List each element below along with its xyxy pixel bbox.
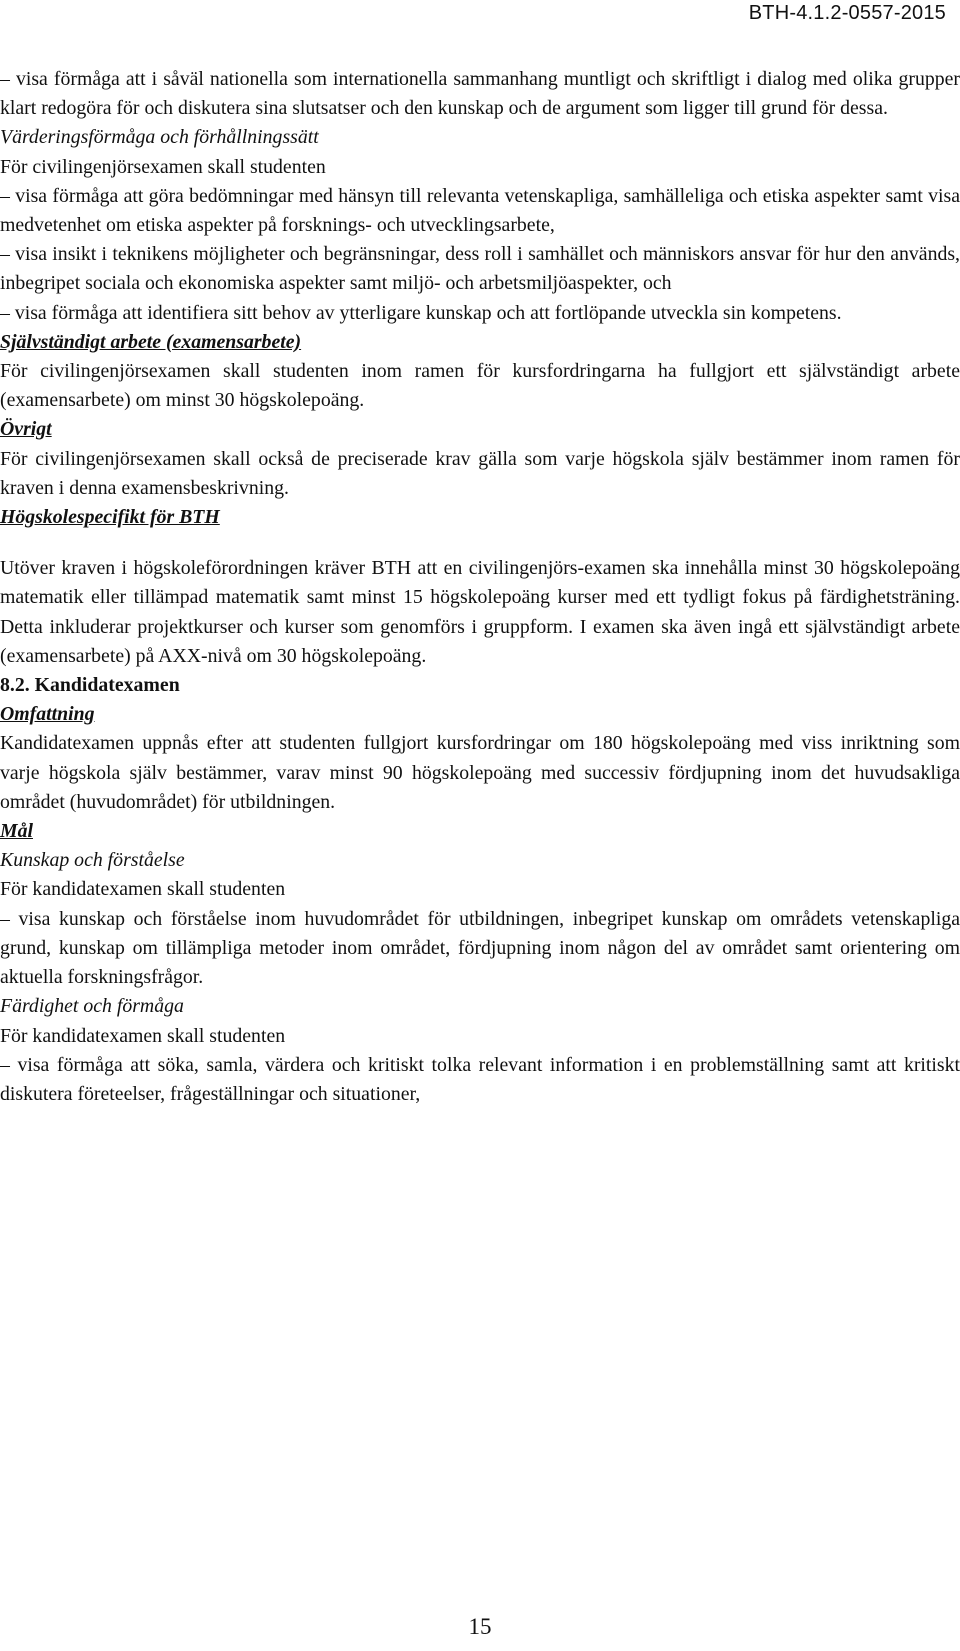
paragraph-scope: Kandidatexamen uppnås efter att studenten fullgjort kursfordringar om 180 högskolepoäng med viss inriktning som varje högskola själv bestämmer, varav minst 90 högskolepoäng med successiv fördjupning inom det huvudsakliga området (huvudområdet) för utbildningen. (0, 732, 960, 813)
list-item-knowledge-1: – visa kunskap och förståelse inom huvudområdet för utbildningen, inbegripet kunskap om områdets vetenskapliga grund, kunskap om tillämpliga metoder inom området, fördjupning inom någon del av området samt orientering om aktuella forskningsfrågor. (0, 907, 960, 989)
paragraph-knowledge-intro: För kandidatexamen skall studenten (0, 878, 286, 901)
list-item-skills-1: – visa förmåga att söka, samla, värdera och kritiskt tolka relevant information i en problemställning samt att kritiskt diskutera företeelser, frågeställningar och situationer, (0, 1053, 960, 1105)
paragraph-bth-specific: Utöver kraven i högskoleförordningen kräver BTH att en civilingenjörs-examen ska innehålla minst 30 högskolepoäng matematik eller tillämpad matematik samt minst 15 högskolepoäng kurser med ett tydligt fokus på färdighetsträning. Detta inkluderar projektkurser och kurser som genomförs i gruppform. I examen ska även ingå ett självständigt arbete (examensarbete) på AXX-nivå om 30 högskolepoäng. (0, 557, 960, 667)
heading-knowledge-understanding: Kunskap och förståelse (0, 849, 185, 872)
heading-independent-work: Självständigt arbete (examensarbete) (0, 330, 302, 353)
document-id: BTH-4.1.2-0557-2015 (748, 2, 946, 24)
heading-goals: Mål (0, 820, 33, 843)
paragraph-other: För civilingenjörsexamen skall också de preciserade krav gälla som varje högskola själv bestämmer inom ramen för kraven i denna examensbeskrivning. (0, 447, 960, 499)
heading-valuation-ability: Värderingsförmåga och förhållningssätt (0, 126, 319, 149)
list-item-valuation-2: – visa insikt i teknikens möjligheter och begränsningar, dess roll i samhället och människors ansvar för hur den används, inbegripet sociala och ekonomiska aspekter samt miljö- och arbetsmiljöaspekter, och (0, 243, 960, 295)
page-number: 15 (468, 1614, 492, 1639)
list-item-valuation-1: – visa förmåga att göra bedömningar med hänsyn till relevanta vetenskapliga, samhälleliga och etiska aspekter samt visa medvetenhet om etiska aspekter på forsknings- och utvecklingsarbete, (0, 184, 960, 237)
section-heading-bachelor-degree: 8.2. Kandidatexamen (0, 674, 180, 697)
paragraph-valuation-intro: För civilingenjörsexamen skall studenten (0, 155, 326, 178)
heading-bth-specific: Högskolespecifikt för BTH (0, 506, 220, 529)
heading-skills-ability: Färdighet och förmåga (0, 995, 184, 1018)
paragraph-skills-intro: För kandidatexamen skall studenten (0, 1024, 286, 1047)
paragraph-communication-ability: – visa förmåga att i såväl nationella som internationella sammanhang muntligt och skriftligt i dialog med olika grupper klart redogöra för och diskutera sina slutsatser och den kunskap och de argument som ligger till grund för dessa. (0, 68, 960, 120)
document-body (0, 65, 960, 1109)
heading-scope: Omfattning (0, 703, 95, 726)
heading-other: Övrigt (0, 418, 52, 441)
paragraph-independent-work: För civilingenjörsexamen skall studenten inom ramen för kursfordringarna ha fullgjort ett självständigt arbete (examensarbete) om minst 30 högskolepoäng. (0, 360, 960, 412)
list-item-valuation-3: – visa förmåga att identifiera sitt behov av ytterligare kunskap och att fortlöpande utveckla sin kompetens. (0, 301, 842, 324)
